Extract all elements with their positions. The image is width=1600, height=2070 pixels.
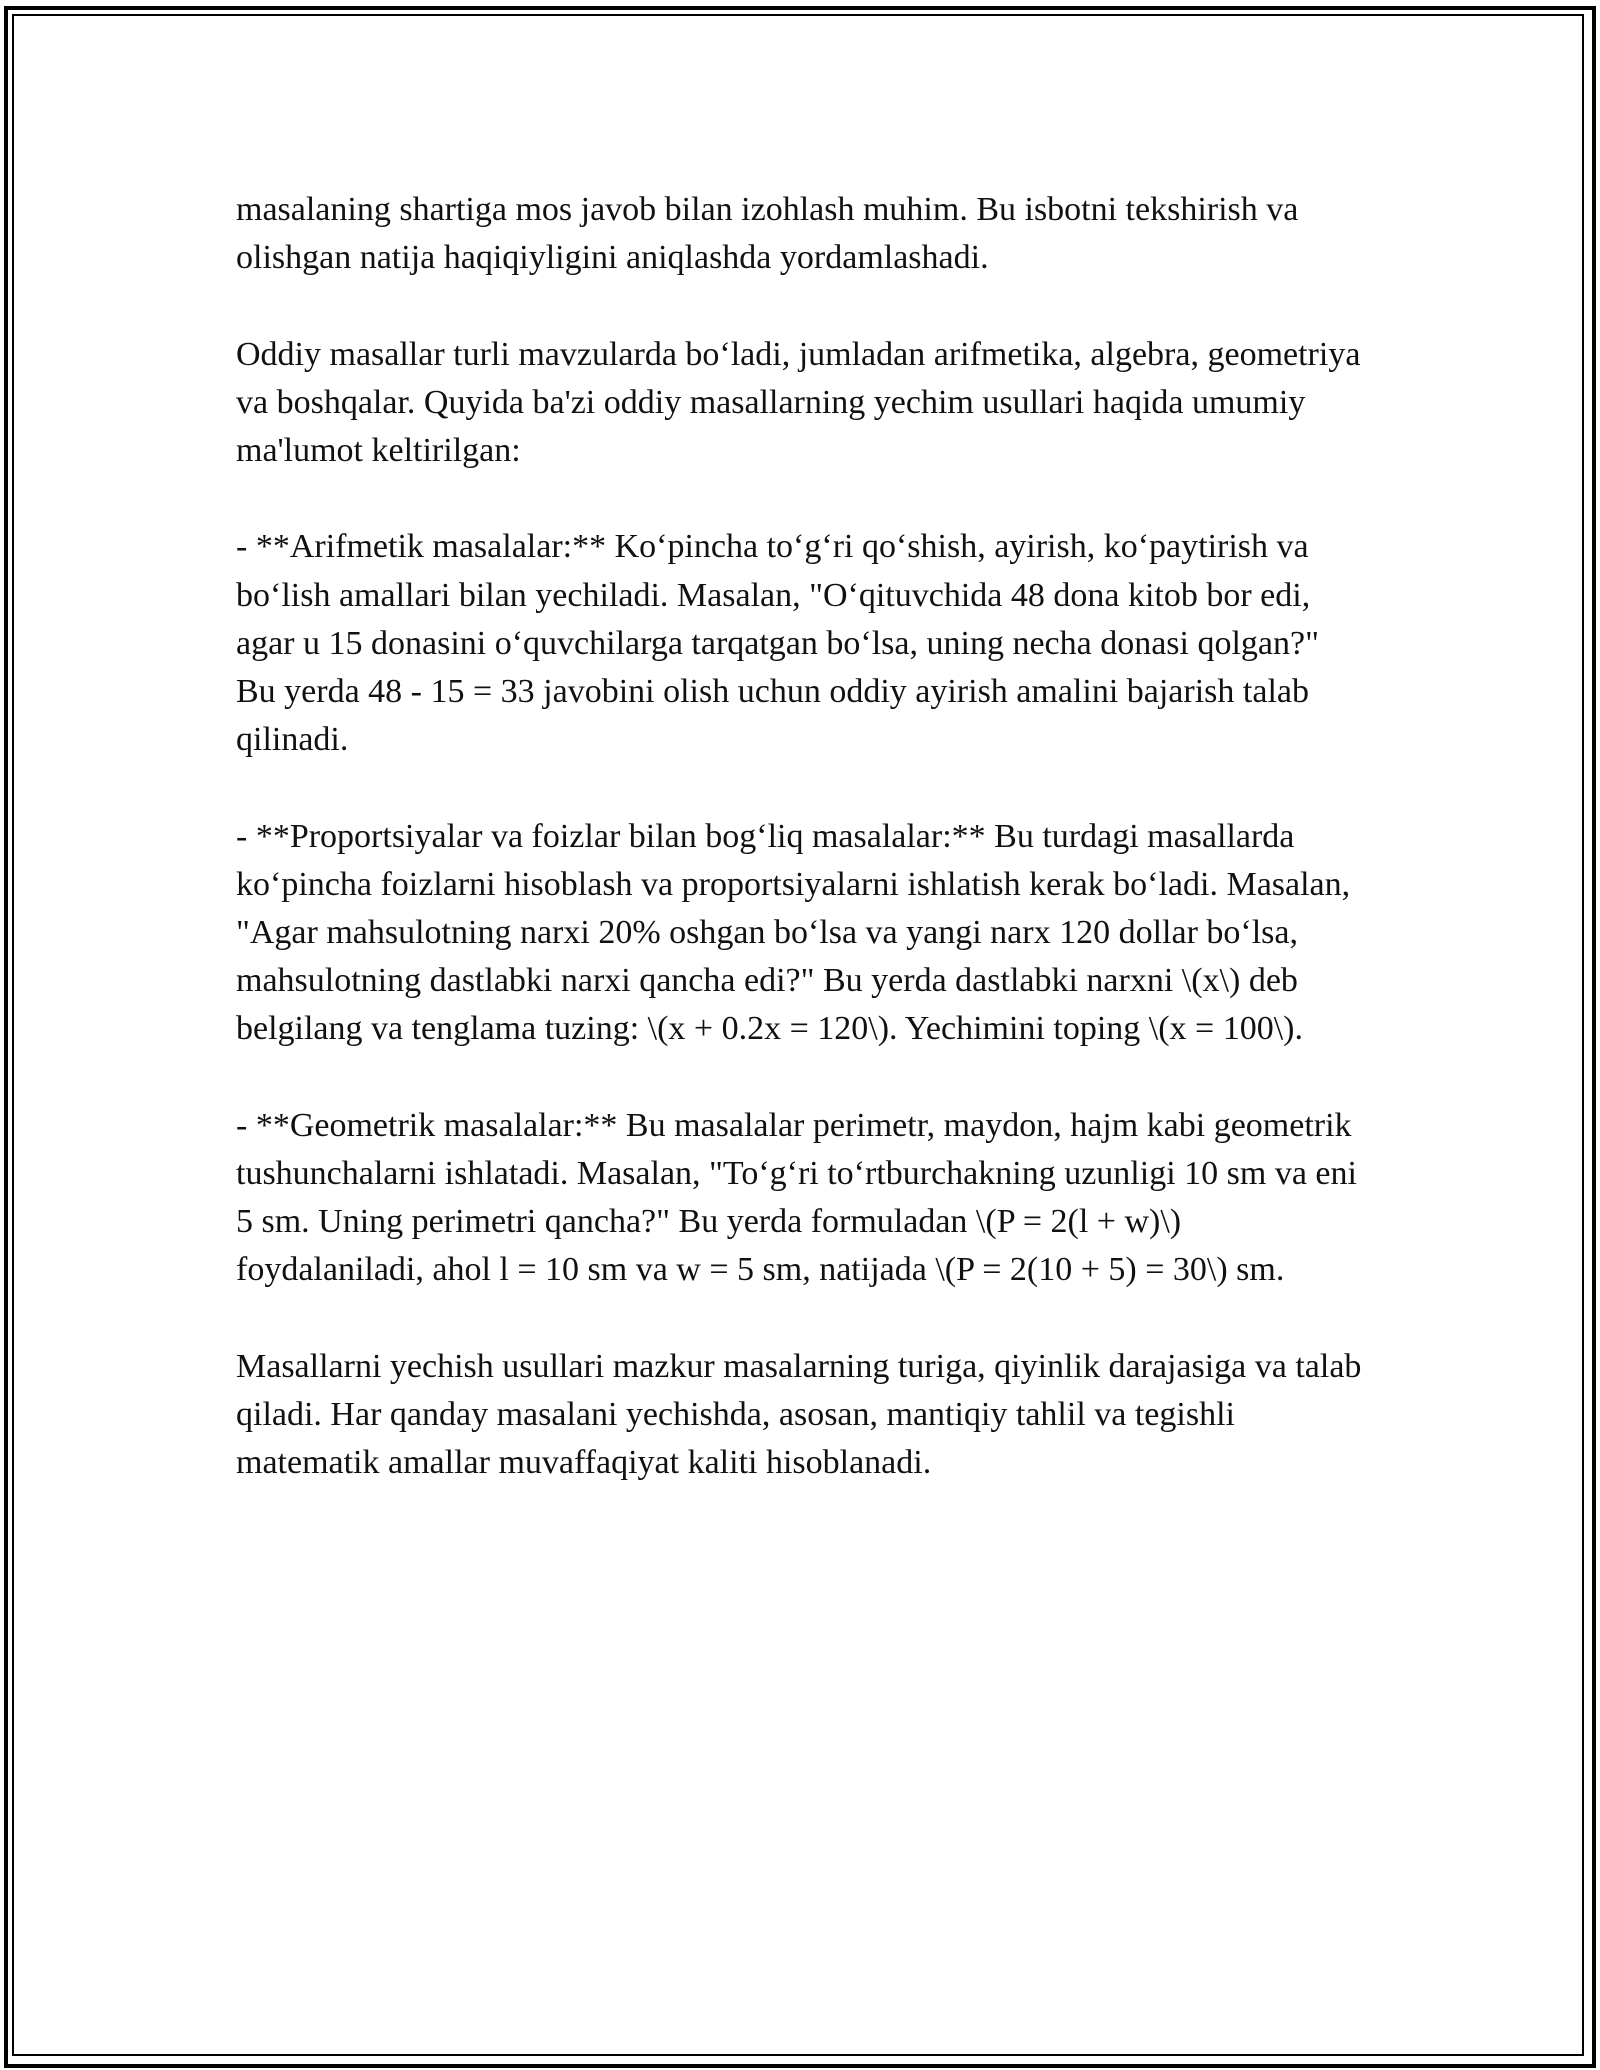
document-body [236,186,1366,1536]
paragraph-proportion-percent-problems: - **Proportsiyalar va foizlar bilan bog‘liq masalalar:** Bu turdagi masallarda ko‘pincha foizlarni hisoblash va proportsiyalarni ishlatish kerak bo‘ladi. Masalan, "Agar mahsulotning narxi 20% oshgan bo‘lsa va yangi narx 120 dollar bo‘lsa, mahsulotning dastlabki narxi qancha edi?" Bu yerda dastlabki narxni \(x\) deb belgilang va tenglama tuzing: \(x + 0.2x = 120\). Yechimini toping \(x = 100\). [236,817,1351,1048]
paragraph-simple-problems-overview: Oddiy masallar turli mavzularda bo‘ladi, jumladan arifmetika, algebra, geometriya va boshqalar. Quyida ba'zi oddiy masallarning yechim usullari haqida umumiy ma'lumot keltirilgan: [236,335,1361,469]
paragraph-geometric-problems: - **Geometrik masalalar:** Bu masalalar perimetr, maydon, hajm kabi geometrik tushunchalarni ishlatadi. Masalan, "To‘g‘ri to‘rtburchakning uzunligi 10 sm va eni 5 sm. Uning perimetri qancha?" Bu yerda formuladan \(P = 2(l + w)\) foydalaniladi, ahol l = 10 sm va w = 5 sm, natijada \(P = 2(10 + 5) = 30\) sm. [236,1106,1357,1289]
paragraph-intro-continuation: masalaning shartiga mos javob bilan izohlash muhim. Bu isbotni tekshirish va olishgan natija haqiqiyligini aniqlashda yordamlashadi. [236,191,1299,277]
paragraph-arithmetic-problems: - **Arifmetik masalalar:** Ko‘pincha to‘g‘ri qo‘shish, ayirish, ko‘paytirish va bo‘lish amallari bilan yechiladi. Masalan, "O‘qituvchida 48 dona kitob bor edi, agar u 15 donasini o‘quvchilarga tarqatgan bo‘lsa, uning necha donasi qolgan?" Bu yerda 48 - 15 = 33 javobini olish uchun oddiy ayirish amalini bajarish talab qilinadi. [236,528,1319,759]
paragraph-conclusion: Masallarni yechish usullari mazkur masalarning turiga, qiyinlik darajasiga va talab qiladi. Har qanday masalani yechishda, asosan, mantiqiy tahlil va tegishli matematik amallar muvaffaqiyat kaliti hisoblanadi. [236,1347,1362,1482]
